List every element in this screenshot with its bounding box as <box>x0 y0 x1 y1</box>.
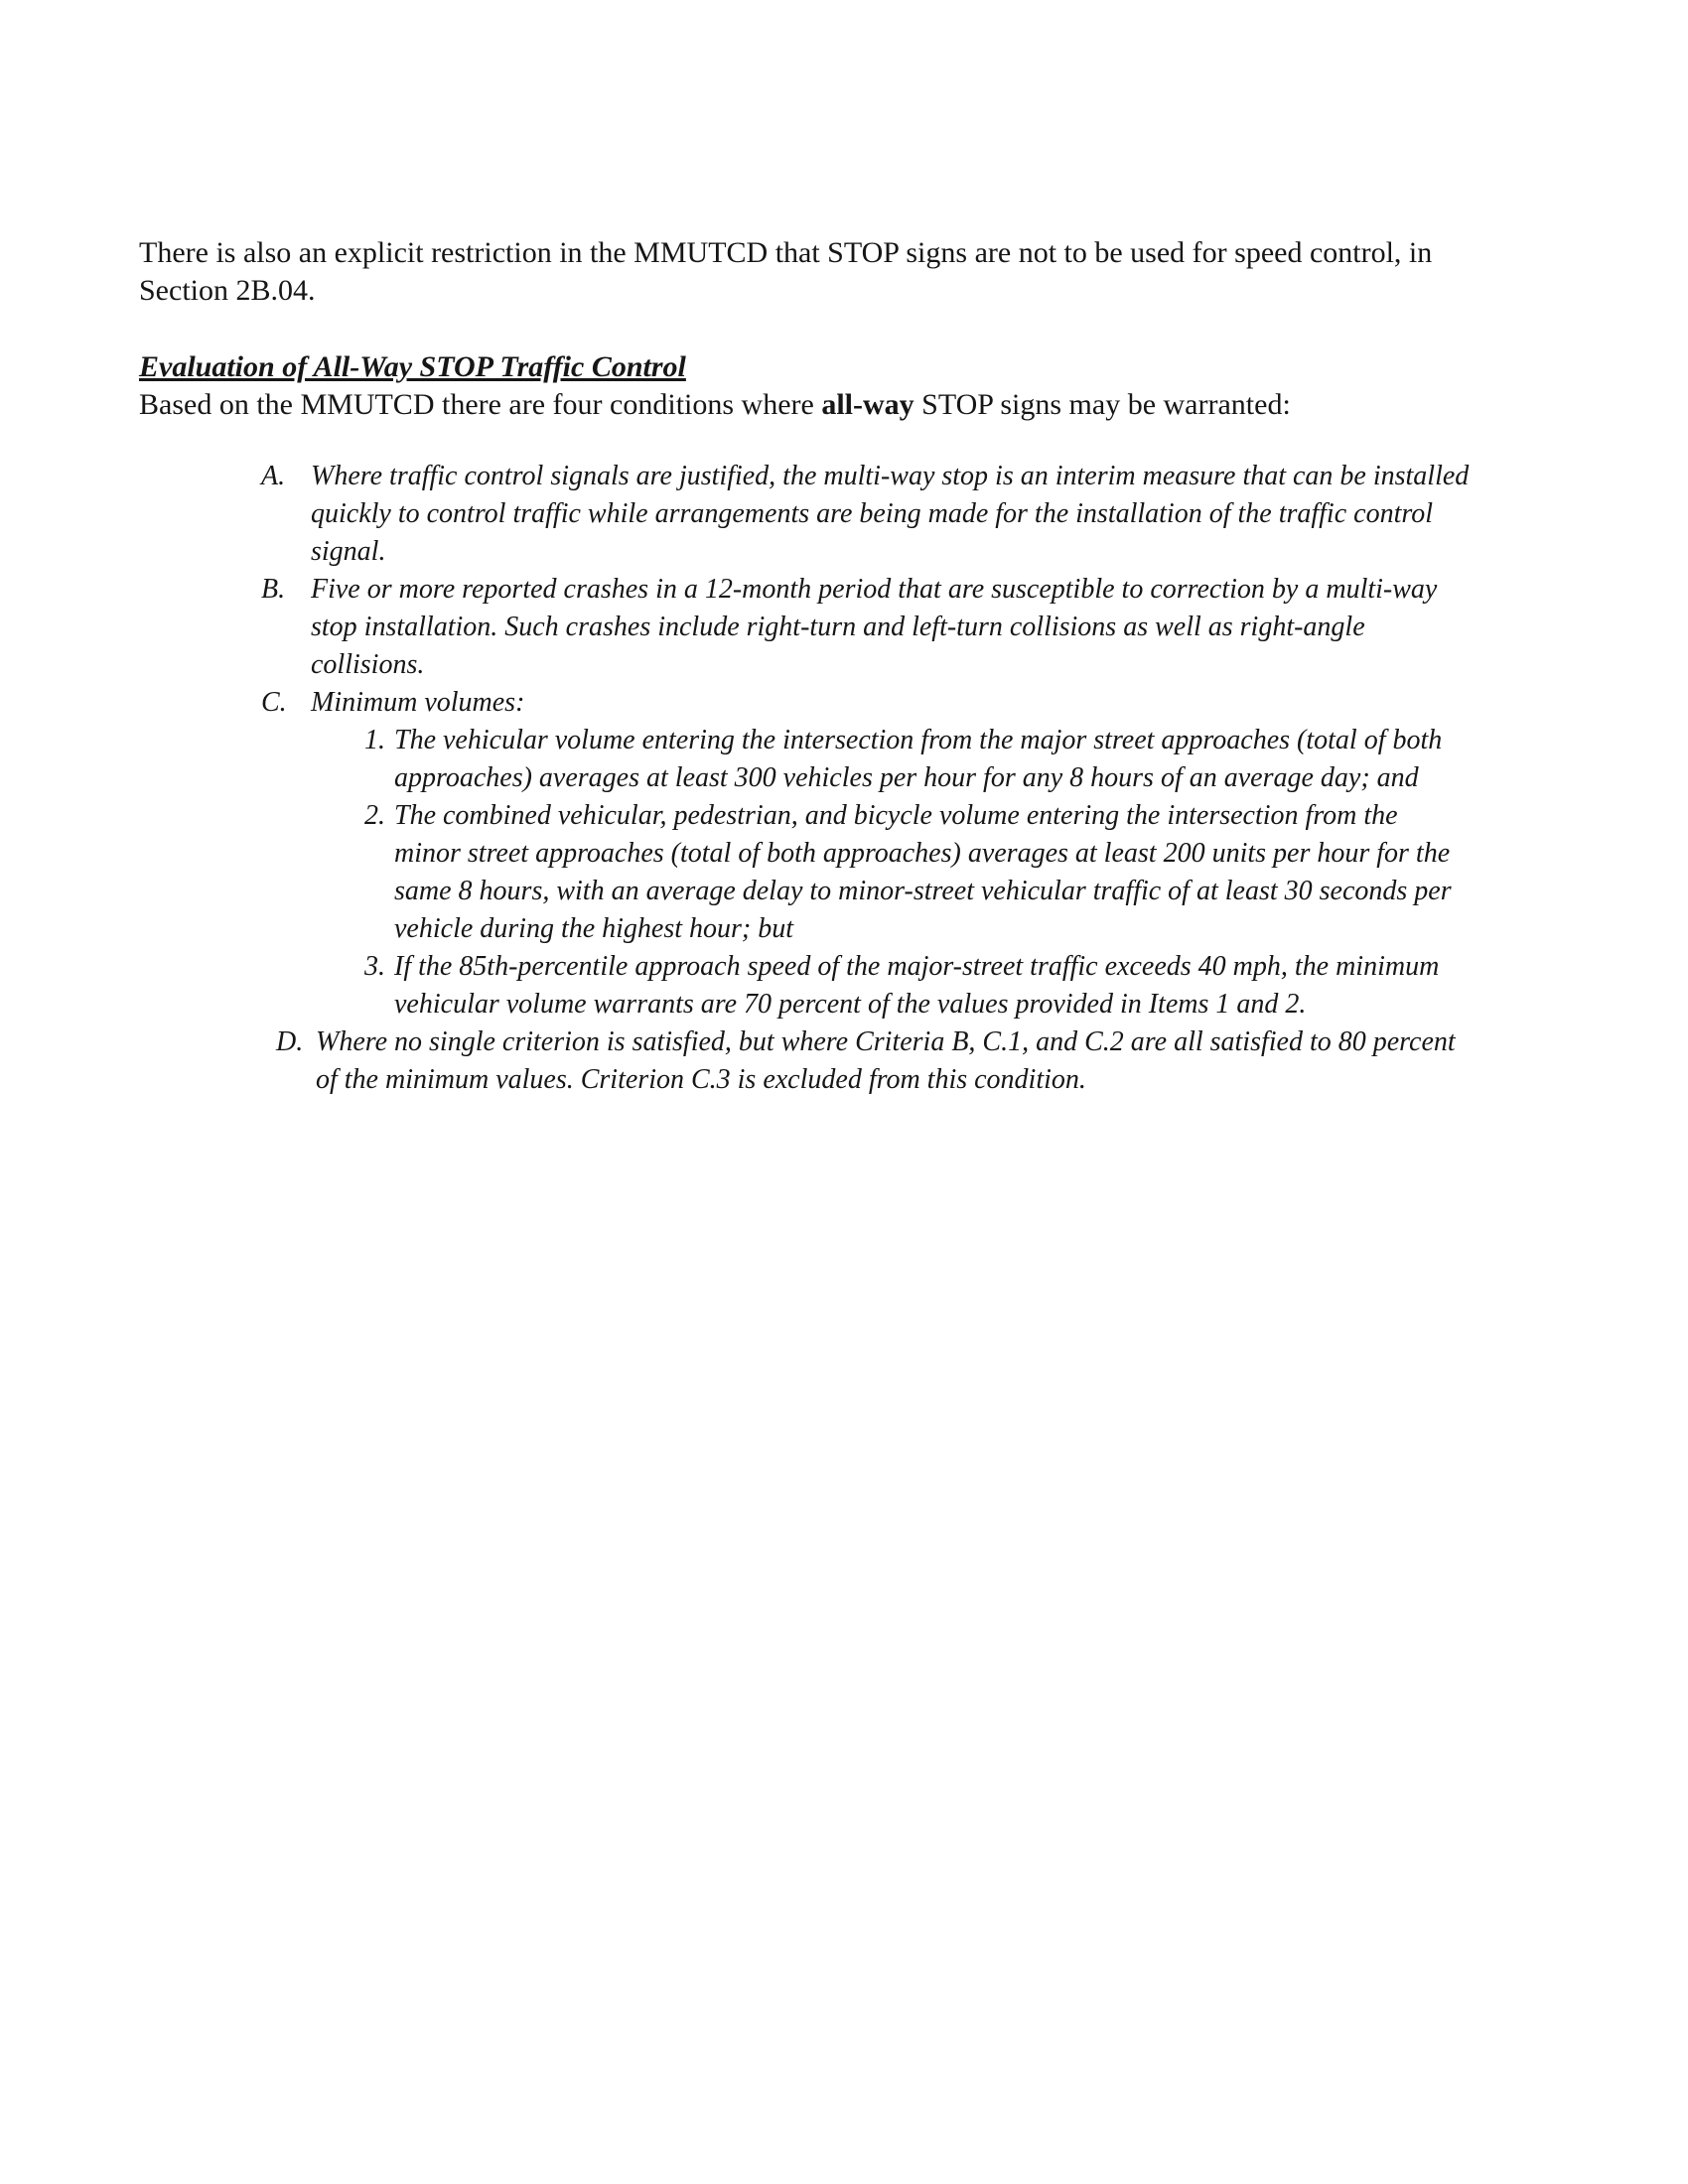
list-item-c <box>261 684 1470 1024</box>
section-heading: Evaluation of All-Way STOP Traffic Control <box>139 350 686 383</box>
list-item-a <box>261 458 1470 571</box>
list-item-c-label: C. <box>261 687 287 718</box>
list-item-d <box>276 1024 1470 1099</box>
sub-item-2-label: 2. <box>364 800 385 831</box>
list-item-b-label: B. <box>261 574 286 605</box>
sub-item-1-text: The vehicular volume entering the intersection from the major street approaches (total of both approaches) averages at least 300 vehicles per hour for any 8 hours of an average day; and <box>394 725 1443 793</box>
list-item-a-label: A. <box>261 461 286 491</box>
sub-item-1 <box>364 722 1470 797</box>
list-item-b <box>261 571 1470 684</box>
intro-paragraph: There is also an explicit restriction in the MMUTCD that STOP signs are not to be used for speed control, in Section 2B.04. <box>139 236 1433 307</box>
list-item-a-text: Where traffic control signals are justified, the multi-way stop is an interim measure that can be installed quickly to control traffic while arrangements are being made for the installation of the traffic control signal. <box>311 461 1470 567</box>
sub-item-3 <box>364 948 1470 1024</box>
warrant-intro-line <box>139 386 1470 424</box>
sub-item-3-text: If the 85th-percentile approach speed of the major-street traffic exceeds 40 mph, the minimum vehicular volume warrants are 70 percent of the values provided in Items 1 and 2. <box>394 951 1440 1020</box>
sub-item-2-text: The combined vehicular, pedestrian, and bicycle volume entering the intersection from the minor street approaches (total of both approaches) averages at least 200 units per hour for the same 8 hours, with an average delay to minor-street vehicular traffic of at least 30 seconds per vehicle during the highest hour; but <box>394 800 1452 944</box>
sub-item-3-label: 3. <box>364 951 385 982</box>
list-item-d-label: D. <box>276 1026 304 1057</box>
document-content <box>139 234 1470 1099</box>
list-item-c-body <box>311 684 1470 1024</box>
list-item-b-text: Five or more reported crashes in a 12-month period that are susceptible to correction by a multi-way stop installation. Such crashes include right-turn and left-turn collisions as well as right-angle collisions. <box>311 574 1438 680</box>
warrant-intro-suffix: STOP signs may be warranted: <box>914 388 1291 421</box>
list-item-d-text: Where no single criterion is satisfied, but where Criteria B, C.1, and C.2 are all satisfied to 80 percent of the minimum values. Criterion C.3 is excluded from this condition. <box>316 1026 1456 1095</box>
minimum-volumes-sublist <box>364 722 1470 1024</box>
sub-item-2 <box>364 797 1470 948</box>
warrant-intro-bold: all-way <box>821 388 914 421</box>
warrant-intro-prefix: Based on the MMUTCD there are four conditions where <box>139 388 822 421</box>
list-item-c-text: Minimum volumes: <box>311 687 525 718</box>
warrant-list <box>139 458 1470 1099</box>
sub-item-1-label: 1. <box>364 725 385 755</box>
